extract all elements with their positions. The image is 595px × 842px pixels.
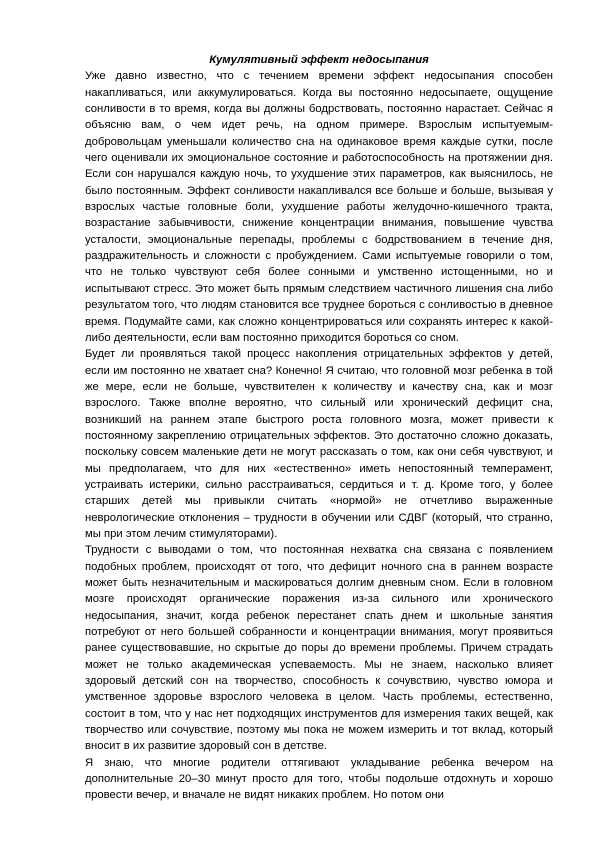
document-title: Кумулятивный эффект недосыпания	[209, 54, 429, 66]
paragraph-4: Я знаю, что многие родители оттягивают укладывание ребенка вечером на дополнительные 20–30 минут просто для того, чтобы подольше отдохнуть и хорошо провести вечер, и вначале не видят никаких проблем. Но потом они	[85, 756, 553, 802]
paragraph-2: Будет ли проявляться такой процесс накопления отрицательных эффектов у детей, если им постоянно не хватает сна? Конечно! Я считаю, что головной мозг ребенка в той же мере, если не больше, чувствителен к количеству и качеству сна, как и мозг взрослого. Также вполне вероятно, что сильный или хронический дефицит сна, возникший на раннем этапе быстрого роста головного мозга, может привести к постоянному закреплению отрицательных эффектов. Это достаточно сложно доказать, поскольку совсем маленькие дети не могут рассказать о том, как они себя чувствуют, и мы предполагаем, что для них «естественно» иметь непостоянный темперамент, устраивать истерики, сильно расстраиваться, сердиться и т. д. Кроме того, у более старших детей мы привыкли считать «нормой» не отчетливо выраженные неврологические отклонения – трудности в обучении или СДВГ (который, что странно, мы при этом лечим стимуляторами).	[85, 348, 553, 540]
document-body	[85, 52, 553, 804]
paragraph-1: Уже давно известно, что с течением времени эффект недосыпания способен накапливаться, или аккумулироваться. Когда вы постоянно недосыпаете, ощущение сонливости в то время, когда вы должны бодрствовать, постоянно нарастает. Сейчас я объясню вам, о чем идет речь, на одном примере. Взрослым испытуемым-добровольцам уменьшали количество сна на одинаковое время каждые сутки, после чего оценивали их эмоциональное состояние и работоспособность на протяжении дня. Если сон нарушался каждую ночь, то ухудшение этих параметров, как выяснилось, не было постоянным. Эффект сонливости накапливался все больше и больше, вызывая у взрослых частые головные боли, ухудшение работы желудочно-кишечного тракта, возрастание забывчивости, снижение концентрации внимания, повышение чувства усталости, эмоциональные перепады, проблемы с бодрствованием в течение дня, раздражительность и сложности с пробуждением. Сами испытуемые говорили о том, что не только чувствуют себя более сонными и умственно истощенными, но и испытывают стресс. Это может быть прямым следствием частичного лишения сна либо результатом того, что людям становится все труднее бороться с сонливостью в дневное время. Подумайте сами, как сложно концентрироваться или сохранять интерес к какой-либо деятельности, если вам постоянно приходится бороться со сном.	[85, 70, 553, 344]
paragraph-3: Трудности с выводами о том, что постоянная нехватка сна связана с появлением подобных проблем, происходят от того, что дефицит ночного сна в раннем возрасте может быть незначительным и маскироваться долгим дневным сном. Если в головном мозге происходят органические поражения из-за сильного или хронического недосыпания, значит, когда ребенок перестанет спать днем и школьные занятия потребуют от него большей собранности и концентрации внимания, могут проявиться ранее существовавшие, но скрытые до поры до времени проблемы. Причем страдать может не только академическая успеваемость. Мы не знаем, насколько влияет здоровый детский сон на творчество, способность к сочувствию, чувство юмора и умственное здоровье взрослого человека в целом. Часть проблемы, естественно, состоит в том, что у нас нет подходящих инструментов для измерения таких вещей, как творчество или сочувствие, поэтому мы пока не можем измерить и тот вклад, который вносит в их развитие здоровый сон в детстве.	[85, 544, 553, 753]
